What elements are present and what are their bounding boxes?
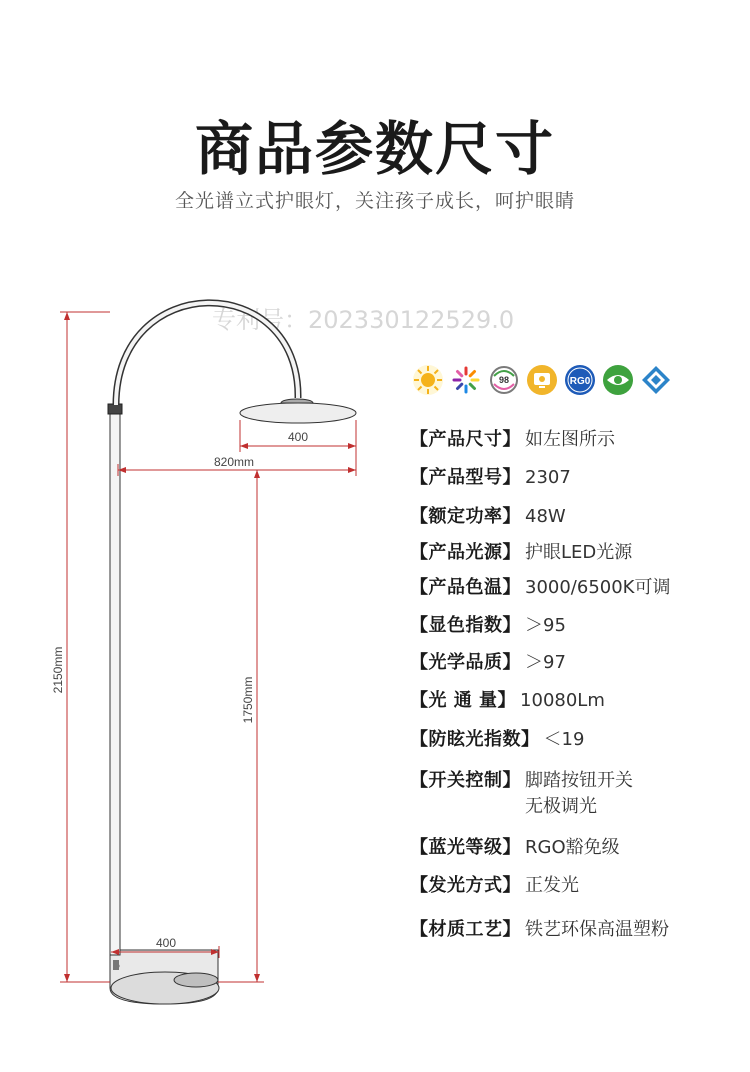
rainbow-spectrum-icon bbox=[450, 364, 482, 396]
spec-key: 【产品型号】 bbox=[410, 467, 521, 488]
spec-value: ＞95 bbox=[525, 615, 566, 636]
total-height-label: 2150mm bbox=[51, 646, 65, 694]
spec-row-luminous-flux bbox=[410, 688, 605, 714]
spec-key: 【产品色温】 bbox=[410, 577, 521, 598]
lamp-base bbox=[110, 950, 219, 1004]
spec-value: 脚踏按钮开关 bbox=[525, 770, 633, 791]
spec-key: 【材质工艺】 bbox=[410, 919, 521, 940]
spec-row-switch-control bbox=[410, 768, 633, 820]
spec-row-glare-index bbox=[410, 727, 584, 753]
sun-icon bbox=[412, 364, 444, 396]
svg-text:RG0: RG0 bbox=[569, 376, 591, 387]
spec-value: 护眼LED光源 bbox=[525, 542, 633, 563]
spec-key: 【发光方式】 bbox=[410, 875, 521, 896]
patent-watermark: 专利号：202330122529.0 bbox=[212, 306, 515, 334]
spec-row-model bbox=[410, 465, 571, 491]
lamp-arm bbox=[116, 303, 298, 405]
spec-row-emission-mode bbox=[410, 873, 579, 899]
arm-span-label: 820mm bbox=[213, 455, 255, 469]
spec-row-cri bbox=[410, 613, 566, 639]
eye-protection-screen-icon bbox=[526, 364, 558, 396]
spec-key: 【显色指数】 bbox=[410, 615, 521, 636]
lamp-head bbox=[240, 399, 356, 423]
spec-row-optical-quality bbox=[410, 650, 566, 676]
spec-value: 48W bbox=[525, 506, 566, 527]
spec-value: ＜19 bbox=[543, 729, 585, 750]
spec-value: ＞97 bbox=[525, 652, 566, 673]
spec-key: 【光 通 量】 bbox=[410, 690, 517, 711]
spec-key: 【光学品质】 bbox=[410, 652, 521, 673]
spec-value-line2: 无极调光 bbox=[525, 796, 597, 817]
spec-row-color-temp bbox=[410, 575, 671, 601]
spec-row-light-source bbox=[410, 540, 632, 566]
page-subtitle: 全光谱立式护眼灯，关注孩子成长，呵护眼睛 bbox=[174, 190, 575, 212]
spec-key: 【产品光源】 bbox=[410, 542, 521, 563]
spec-row-power bbox=[410, 504, 566, 530]
eye-care-icon bbox=[602, 364, 634, 396]
spec-key: 【开关控制】 bbox=[410, 770, 521, 791]
page-title: 商品参数尺寸 bbox=[194, 115, 555, 183]
certification-diamond-icon bbox=[640, 364, 672, 396]
spec-key: 【额定功率】 bbox=[410, 506, 521, 527]
spec-value: 2307 bbox=[525, 467, 571, 488]
spec-value-group bbox=[525, 768, 633, 820]
spec-value: 铁艺环保高温塑粉 bbox=[525, 919, 669, 940]
feature-icons bbox=[412, 364, 672, 400]
spec-value: 如左图所示 bbox=[525, 429, 615, 450]
head-diameter-label: 400 bbox=[287, 430, 309, 444]
spec-key: 【产品尺寸】 bbox=[410, 429, 521, 450]
stem-height-label: 1750mm bbox=[241, 676, 255, 724]
spec-value: 10080Lm bbox=[520, 690, 605, 711]
spec-value: 正发光 bbox=[525, 875, 579, 896]
spec-row-material bbox=[410, 917, 669, 943]
base-diameter-label: 400 bbox=[155, 936, 177, 950]
spec-key: 【防眩光指数】 bbox=[410, 729, 540, 750]
spec-value: 3000/6500K可调 bbox=[525, 577, 671, 598]
ra98-badge-icon bbox=[488, 364, 520, 396]
spec-row-size bbox=[410, 427, 615, 453]
lamp-pole bbox=[108, 404, 122, 970]
rg0-badge-icon bbox=[564, 364, 596, 396]
spec-row-blue-light bbox=[410, 835, 620, 861]
spec-key: 【蓝光等级】 bbox=[410, 837, 521, 858]
spec-value: RGO豁免级 bbox=[525, 837, 620, 858]
svg-text:98: 98 bbox=[498, 375, 510, 385]
